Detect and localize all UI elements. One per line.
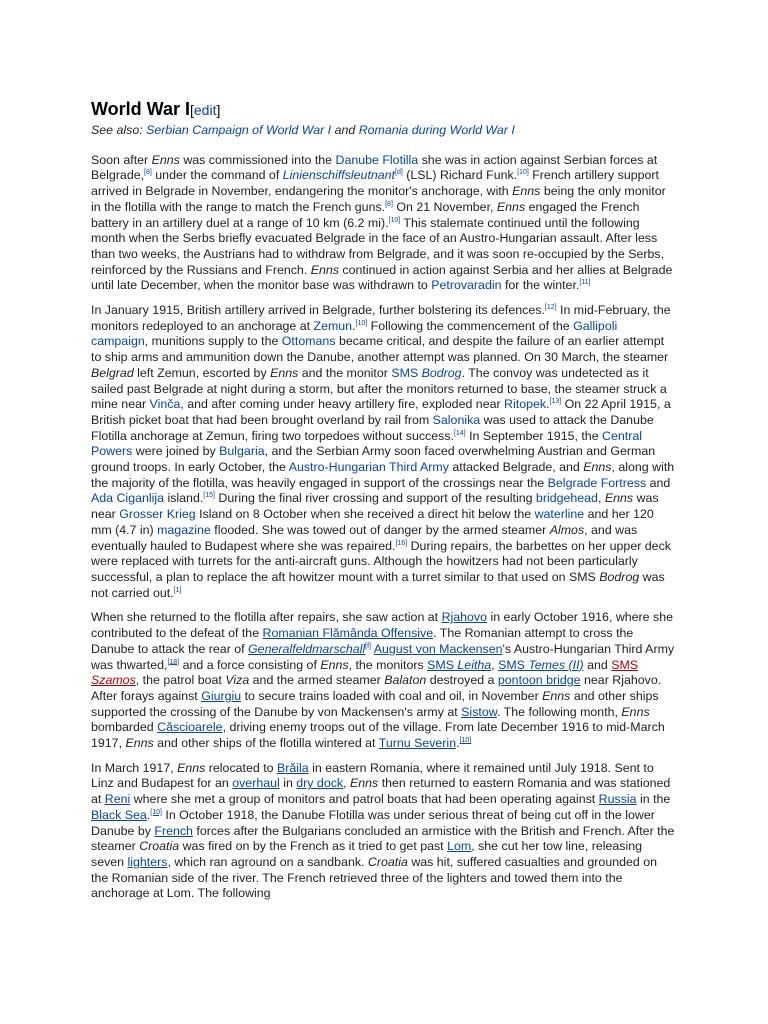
link-french[interactable]: French: [154, 823, 193, 838]
citation-ref[interactable]: [10]: [150, 808, 162, 816]
link-bulgaria[interactable]: Bulgaria: [219, 444, 265, 459]
link-petrovaradin[interactable]: Petrovaradin: [431, 278, 502, 293]
link-overhaul[interactable]: overhaul: [232, 776, 280, 791]
link-flamanda-offensive[interactable]: Romanian Flămânda Offensive: [262, 626, 434, 641]
see-also-prefix: See also:: [91, 123, 147, 137]
text: was fired on by the French as it tried to get past: [179, 839, 448, 854]
link-magazine[interactable]: magazine: [157, 522, 211, 537]
text: left Zemun, escorted by: [133, 365, 271, 380]
text: were joined by: [132, 444, 220, 459]
text: in early October 1916, where she contributed to the defeat of the: [91, 610, 673, 641]
text: bombarded: [91, 720, 158, 735]
link-grosser-krieg[interactable]: Grosser Krieg: [119, 507, 196, 522]
link-linienschiffsleutnant[interactable]: Linienschiffsleutnant: [282, 168, 395, 183]
text: being the only monitor in the flotilla with the range to match the French guns.: [91, 184, 666, 214]
text: flooded. She was towed out of danger by the armed steamer: [210, 522, 550, 537]
see-also-and: and: [331, 123, 359, 137]
link-serbian-campaign[interactable]: Serbian Campaign of World War I: [146, 123, 332, 137]
link-gallipoli-campaign[interactable]: Gallipoli campaign: [91, 318, 618, 349]
edit-link[interactable]: edit: [193, 102, 217, 118]
link-text: Temes (II): [528, 657, 584, 672]
text: was hit, suffered casualties and grounded on the Romanian side of the river. The French retrieved three of the lighters and towed them into the anchorage at Lom. The following: [91, 854, 658, 901]
edit-bracket-open: [: [190, 102, 194, 118]
paragraph-1: [91, 153, 675, 294]
text: and a force consisting of: [179, 657, 321, 672]
text: in eastern Romania, where it remained until July 1918. Sent to Linz and Budapest for an: [91, 760, 654, 791]
footnote-ref[interactable]: [d]: [395, 169, 403, 177]
ship-name: Enns: [151, 152, 180, 167]
text: .: [456, 736, 460, 751]
ship-name: Enns: [350, 776, 379, 791]
text: near Rjahovo. After forays against: [91, 673, 662, 703]
link-lighters[interactable]: lighters: [127, 854, 168, 869]
link-sms-bodrog[interactable]: [391, 366, 461, 380]
link-pontoon-bridge[interactable]: pontoon bridge: [497, 673, 581, 688]
link-august-von-mackensen[interactable]: August von Mackensen: [373, 641, 503, 656]
text: On 21 November,: [392, 199, 497, 214]
text: became critical, and despite the failure of an earlier attempt to ship arms and ammunition down the Danube, another attempt was planned. On 30 March, the steamer: [91, 334, 669, 365]
link-reni[interactable]: Reni: [104, 792, 131, 807]
link-turnu-severin[interactable]: Turnu Severin: [378, 736, 457, 751]
ship-name: Enns: [496, 199, 526, 214]
text: in: [279, 776, 297, 791]
text: .: [352, 318, 356, 333]
text: and the monitor: [298, 365, 392, 380]
text: . The following month,: [496, 704, 622, 719]
citation-ref[interactable]: [11]: [579, 279, 591, 287]
text: French artillery support arrived in Belgrade in November, endangering the monitor's anchorage, with: [91, 168, 659, 199]
text: During repairs, the barbettes on her upper deck were replaced with turrets for the anti-aircraft guns. Although the howitzers had not been particularly successful, a plan to replace the aft howitzer mount with a turret similar to that used on SMS: [91, 538, 671, 584]
ship-name: Enns: [310, 262, 339, 277]
ship-name: Enns: [542, 688, 571, 703]
text: to secure trains loaded with coal and oil, in November: [241, 688, 543, 703]
text: and the armed steamer: [249, 673, 385, 688]
link-dry-dock[interactable]: dry dock: [296, 776, 344, 791]
text: was not carried out.: [91, 569, 665, 600]
text: and: [646, 475, 671, 490]
text: was used to attack the Danube Flotilla anchorage at Zemun, firing two torpedoes without success.: [91, 412, 654, 443]
link-bridgehead[interactable]: bridgehead: [535, 491, 598, 506]
link-ottomans[interactable]: Ottomans: [281, 334, 336, 349]
citation-ref[interactable]: [1]: [173, 586, 182, 594]
ship-name: Enns: [270, 365, 299, 380]
citation-ref[interactable]: [10]: [355, 319, 368, 327]
link-rjahovo[interactable]: Rjahovo: [441, 610, 488, 625]
ship-name: Almos: [549, 522, 585, 537]
citation-ref[interactable]: [8]: [385, 200, 393, 208]
citation-ref[interactable]: [10]: [388, 216, 401, 224]
link-text: SMS: [391, 365, 422, 380]
text: (LSL) Richard Funk.: [402, 168, 518, 183]
edit-bracket-close: ]: [216, 102, 221, 118]
link-belgrade-fortress[interactable]: Belgrade Fortress: [547, 475, 647, 490]
text: continued in action against Serbia and her allies at Belgrade until late December, when the monitor base was withdrawn to: [91, 262, 673, 293]
link-romania-during-wwi[interactable]: Romania during World War I: [358, 123, 515, 137]
ship-name: Belgrad: [91, 365, 134, 380]
link-generalfeldmarschall[interactable]: Generalfeldmarschall: [248, 641, 366, 656]
text: , along with the majority of the flotilla, was heavily engaged in support of the crossings near the: [91, 460, 675, 490]
text: engaged the French battery in an artillery duel at a range of 10 km (6.2 mi).: [91, 199, 640, 230]
paragraph-4: [91, 761, 675, 902]
link-ritopek[interactable]: Ritopek: [504, 397, 547, 412]
text: destroyed a: [426, 673, 498, 688]
text: , she cut her tow line, releasing seven: [91, 839, 642, 869]
link-text: Szamos: [91, 673, 136, 688]
link-text: SMS: [427, 657, 458, 672]
text: .: [546, 397, 550, 412]
link-text: Leitha: [457, 657, 492, 672]
footnote-ref[interactable]: [f]: [365, 642, 371, 650]
text: , the monitors: [348, 657, 428, 672]
link-central-powers[interactable]: Central Powers: [91, 428, 642, 459]
ship-name: Balaton: [384, 673, 427, 688]
citation-ref[interactable]: [12]: [544, 303, 557, 311]
ship-name: Croatia: [139, 839, 180, 854]
ship-name: Enns: [604, 491, 634, 506]
text: , and the Serbian Army soon faced overwhelming Austrian and German ground troops. In early October, the: [91, 444, 656, 475]
text: On 22 April 1915, a British picket boat that had been brought overland by rail from: [91, 397, 671, 427]
link-sistow[interactable]: Sistow: [461, 704, 497, 719]
text: island.: [164, 491, 204, 506]
text: she was in action against Serbian forces at Belgrade,: [91, 152, 658, 183]
section-heading: [91, 98, 675, 121]
link-text: Bodrog: [421, 365, 462, 380]
text: forces after the Bulgarians concluded an armistice with the British and French. After the steamer: [91, 823, 675, 854]
text: .: [146, 807, 151, 822]
ship-name: Enns: [512, 184, 541, 199]
text: and her 120 mm (4.7 in): [91, 507, 654, 537]
citation-ref[interactable]: [18]: [167, 658, 180, 666]
text: ,: [597, 491, 605, 506]
link-black-sea[interactable]: Black Sea: [91, 807, 147, 822]
paragraph-2: [91, 303, 675, 601]
text: in the: [636, 792, 671, 807]
text: Soon after: [91, 152, 152, 167]
link-zemun[interactable]: Zemun: [313, 318, 353, 333]
text: attacked Belgrade, and: [448, 460, 584, 475]
section-title: World War I: [91, 99, 190, 119]
link-sms-temes[interactable]: [498, 658, 584, 672]
text: Following the commencement of the: [367, 318, 574, 333]
text: , driving enemy troops out of the village. From late December 1916 to mid-March 1917,: [91, 720, 665, 751]
text: , munitions supply to the: [144, 334, 282, 349]
link-russia[interactable]: Russia: [598, 792, 637, 807]
text: . The convoy was undetected as it sailed past Belgrade at night during a storm, but after the monitors returned to base, the steamer struck a mine near: [91, 365, 667, 412]
citation-ref[interactable]: [10]: [517, 169, 529, 177]
text: In October 1918, the Danube Flotilla was under serious threat of being cut off in the lower Danube by: [91, 807, 655, 838]
text: , which ran aground on a sandbank.: [167, 854, 368, 869]
ship-name: Enns: [177, 760, 206, 775]
text: In March 1917,: [91, 760, 178, 775]
text: In mid-February, the monitors redeployed to an anchorage at: [91, 303, 671, 333]
text: under the command of: [151, 168, 283, 183]
ship-name: Croatia: [367, 854, 408, 869]
link-braila[interactable]: Brăila: [276, 760, 309, 775]
link-cascioarele[interactable]: Căscioarele: [157, 720, 223, 735]
text: 's Austro-Hungarian Third Army was thwarted,: [91, 641, 675, 672]
text: , the patrol boat: [135, 673, 226, 688]
text: In September 1915, the: [465, 428, 603, 443]
text: relocated to: [205, 760, 277, 775]
paragraph-3: [91, 610, 675, 751]
text: was commissioned into the: [179, 152, 336, 167]
text: When she returned to the flotilla after repairs, she saw action at: [91, 610, 442, 625]
text: where she met a group of monitors and patrol boats that had been operating against: [130, 792, 599, 807]
text: then returned to eastern Romania and was stationed at: [91, 776, 671, 807]
ship-name: Enns: [621, 704, 650, 719]
citation-ref[interactable]: [8]: [144, 169, 152, 177]
text: . The Romanian attempt to cross the Danube to attack the rear of: [91, 626, 634, 656]
link-austro-hungarian-third-army[interactable]: Austro-Hungarian Third Army: [288, 460, 449, 475]
citation-ref[interactable]: [13]: [549, 398, 562, 406]
text: for the winter.: [501, 278, 580, 293]
text: and: [583, 657, 612, 672]
text: ,: [343, 776, 350, 791]
text: , and was eventually hauled to Budapest where she was repaired.: [91, 522, 638, 553]
text: and other ships of the flotilla wintered at: [153, 736, 379, 751]
edit-section: [190, 102, 220, 118]
link-sms-leitha[interactable]: [427, 658, 491, 672]
ship-name: Enns: [320, 657, 349, 672]
text: During the final river crossing and support of the resulting: [214, 491, 536, 506]
article-content: [91, 98, 675, 911]
ship-name: Enns: [125, 736, 154, 751]
ship-name: Viza: [225, 673, 250, 688]
text: was near: [91, 491, 659, 522]
link-lom[interactable]: Lom: [447, 839, 472, 854]
text: and other ships supported the crossing of the Danube by von Mackensen's army at: [91, 688, 659, 719]
text: Island on 8 October when she received a direct hit below the: [195, 507, 535, 522]
link-salonika[interactable]: Salonika: [432, 412, 481, 427]
citation-ref[interactable]: [15]: [203, 492, 215, 500]
link-ada-ciganlija[interactable]: Ada Ciganlija: [91, 491, 165, 506]
text: In January 1915, British artillery arrived in Belgrade, further bolstering its defences.: [91, 303, 545, 318]
citation-ref[interactable]: [14]: [453, 429, 466, 437]
link-waterline[interactable]: waterline: [534, 507, 585, 522]
see-also-hatnote: [91, 123, 675, 139]
citation-ref[interactable]: [16]: [395, 539, 408, 547]
text: , and after coming under heavy artillery fire, exploded near: [180, 397, 505, 412]
ship-name: Enns: [583, 460, 612, 475]
link-vinca[interactable]: Vinča: [149, 397, 181, 412]
link-text: SMS: [611, 657, 639, 672]
citation-ref[interactable]: [10]: [459, 736, 472, 744]
text: ,: [491, 657, 499, 672]
ship-name: Bodrog: [599, 569, 640, 584]
link-danube-flotilla[interactable]: Danube Flotilla: [335, 152, 419, 167]
link-text: SMS: [498, 657, 529, 672]
text: This stalemate continued until the following month when the Serbs briefly evacuated Belgrade in the face of an Austro-Hungarian assault. After less than two weeks, the Austrians had to withdraw from Belgrade, and it was soon re-occupied by the Serbs, reinforced by the Russians and French.: [91, 215, 665, 277]
link-giurgiu[interactable]: Giurgiu: [201, 688, 242, 703]
